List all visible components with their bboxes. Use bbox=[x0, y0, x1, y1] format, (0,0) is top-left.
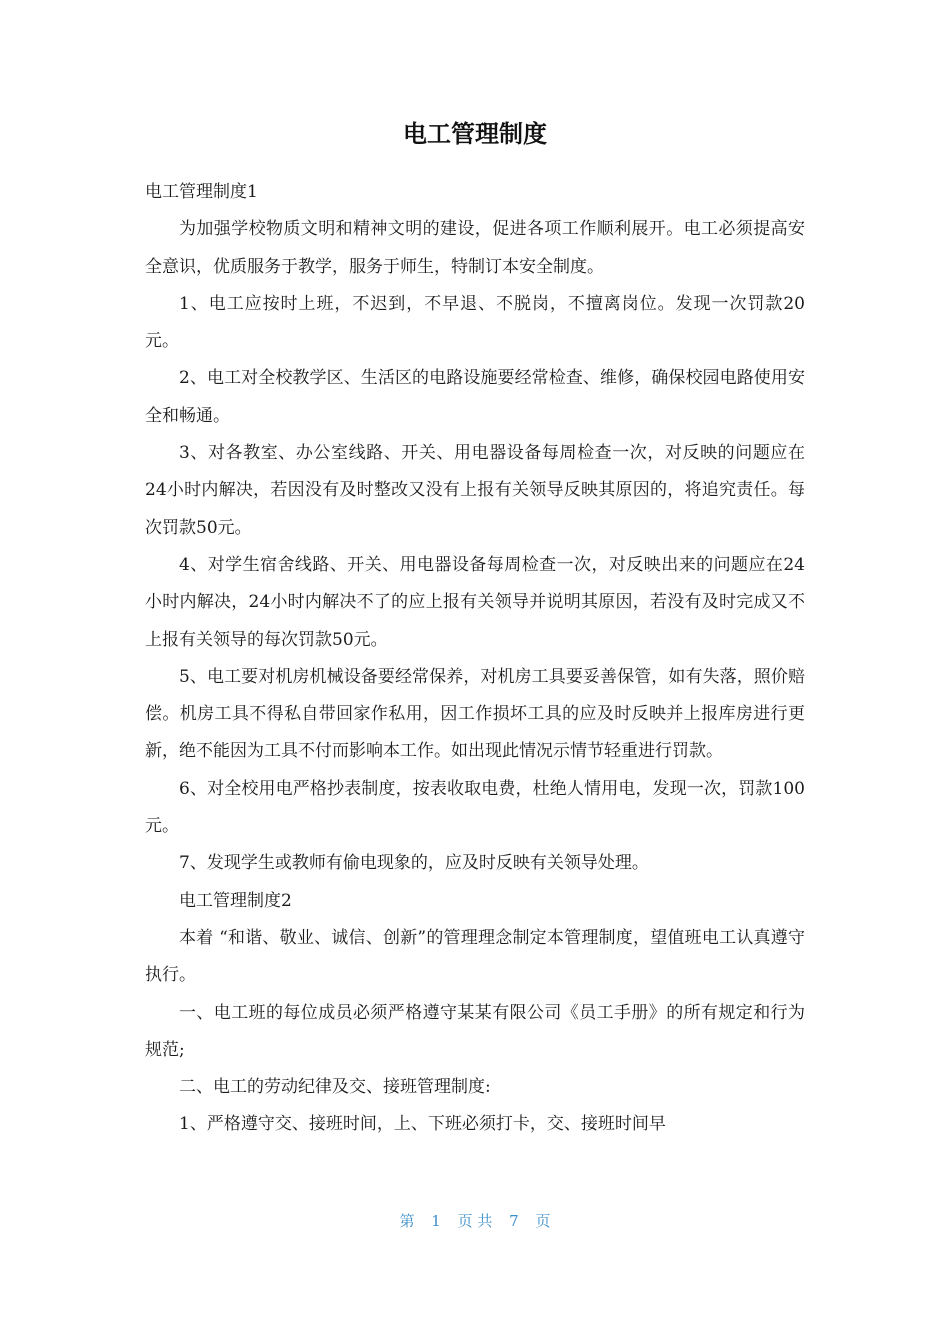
page-footer bbox=[0, 1210, 950, 1231]
paragraph: 2、电工对全校教学区、生活区的电路设施要经常检查、维修，确保校园电路使用安全和畅通。 bbox=[145, 368, 805, 426]
document-title: 电工管理制度 bbox=[403, 120, 547, 148]
document-body bbox=[145, 174, 805, 1144]
paragraph: 为加强学校物质文明和精神文明的建设，促进各项工作顺利展开。电工必须提高安全意识，优质服务于教学，服务于师生，特制订本安全制度。 bbox=[145, 219, 805, 277]
footer-page-number: 1 bbox=[431, 1212, 441, 1230]
section-heading-2: 电工管理制度2 bbox=[179, 890, 292, 911]
paragraph: 1、严格遵守交、接班时间，上、下班必须打卡，交、接班时间早 bbox=[179, 1114, 666, 1135]
paragraph: 7、发现学生或教师有偷电现象的，应及时反映有关领导处理。 bbox=[179, 853, 649, 874]
paragraph: 本着 “和谐、敬业、诚信、创新”的管理理念制定本管理制度，望值班电工认真遵守执行。 bbox=[145, 927, 805, 986]
paragraph: 二、电工的劳动纪律及交、接班管理制度: bbox=[179, 1077, 491, 1098]
paragraph: 一、电工班的每位成员必须严格遵守某某有限公司《员工手册》的所有规定和行为规范; bbox=[145, 1002, 805, 1060]
footer-total-pages: 7 bbox=[509, 1212, 519, 1230]
paragraph: 3、对各教室、办公室线路、开关、用电器设备每周检查一次，对反映的问题应在24小时内解决，若因没有及时整改又没有上报有关领导反映其原因的，将追究责任。每次罚款50元。 bbox=[145, 443, 805, 538]
paragraph: 1、电工应按时上班，不迟到，不早退、不脱岗，不擅离岗位。发现一次罚款20元。 bbox=[145, 293, 805, 352]
footer-middle: 页 共 bbox=[457, 1212, 493, 1230]
footer-prefix: 第 bbox=[399, 1212, 415, 1230]
section-heading-1: 电工管理制度1 bbox=[145, 182, 258, 202]
paragraph: 5、电工要对机房机械设备要经常保养，对机房工具要妥善保管，如有失落，照价赔偿。机房工具不得私自带回家作私用，因工作损坏工具的应及时反映并上报库房进行更新，绝不能因为工具不付而影响本工作。如出现此情况示情节轻重进行罚款。 bbox=[145, 666, 805, 762]
footer-suffix: 页 bbox=[535, 1212, 551, 1230]
paragraph: 6、对全校用电严格抄表制度，按表收取电费，杜绝人情用电，发现一次，罚款100元。 bbox=[145, 778, 805, 837]
paragraph: 4、对学生宿舍线路、开关、用电器设备每周检查一次，对反映出来的问题应在24小时内解决，24小时内解决不了的应上报有关领导并说明其原因，若没有及时完成又不上报有关领导的每次罚款50元。 bbox=[145, 554, 805, 650]
